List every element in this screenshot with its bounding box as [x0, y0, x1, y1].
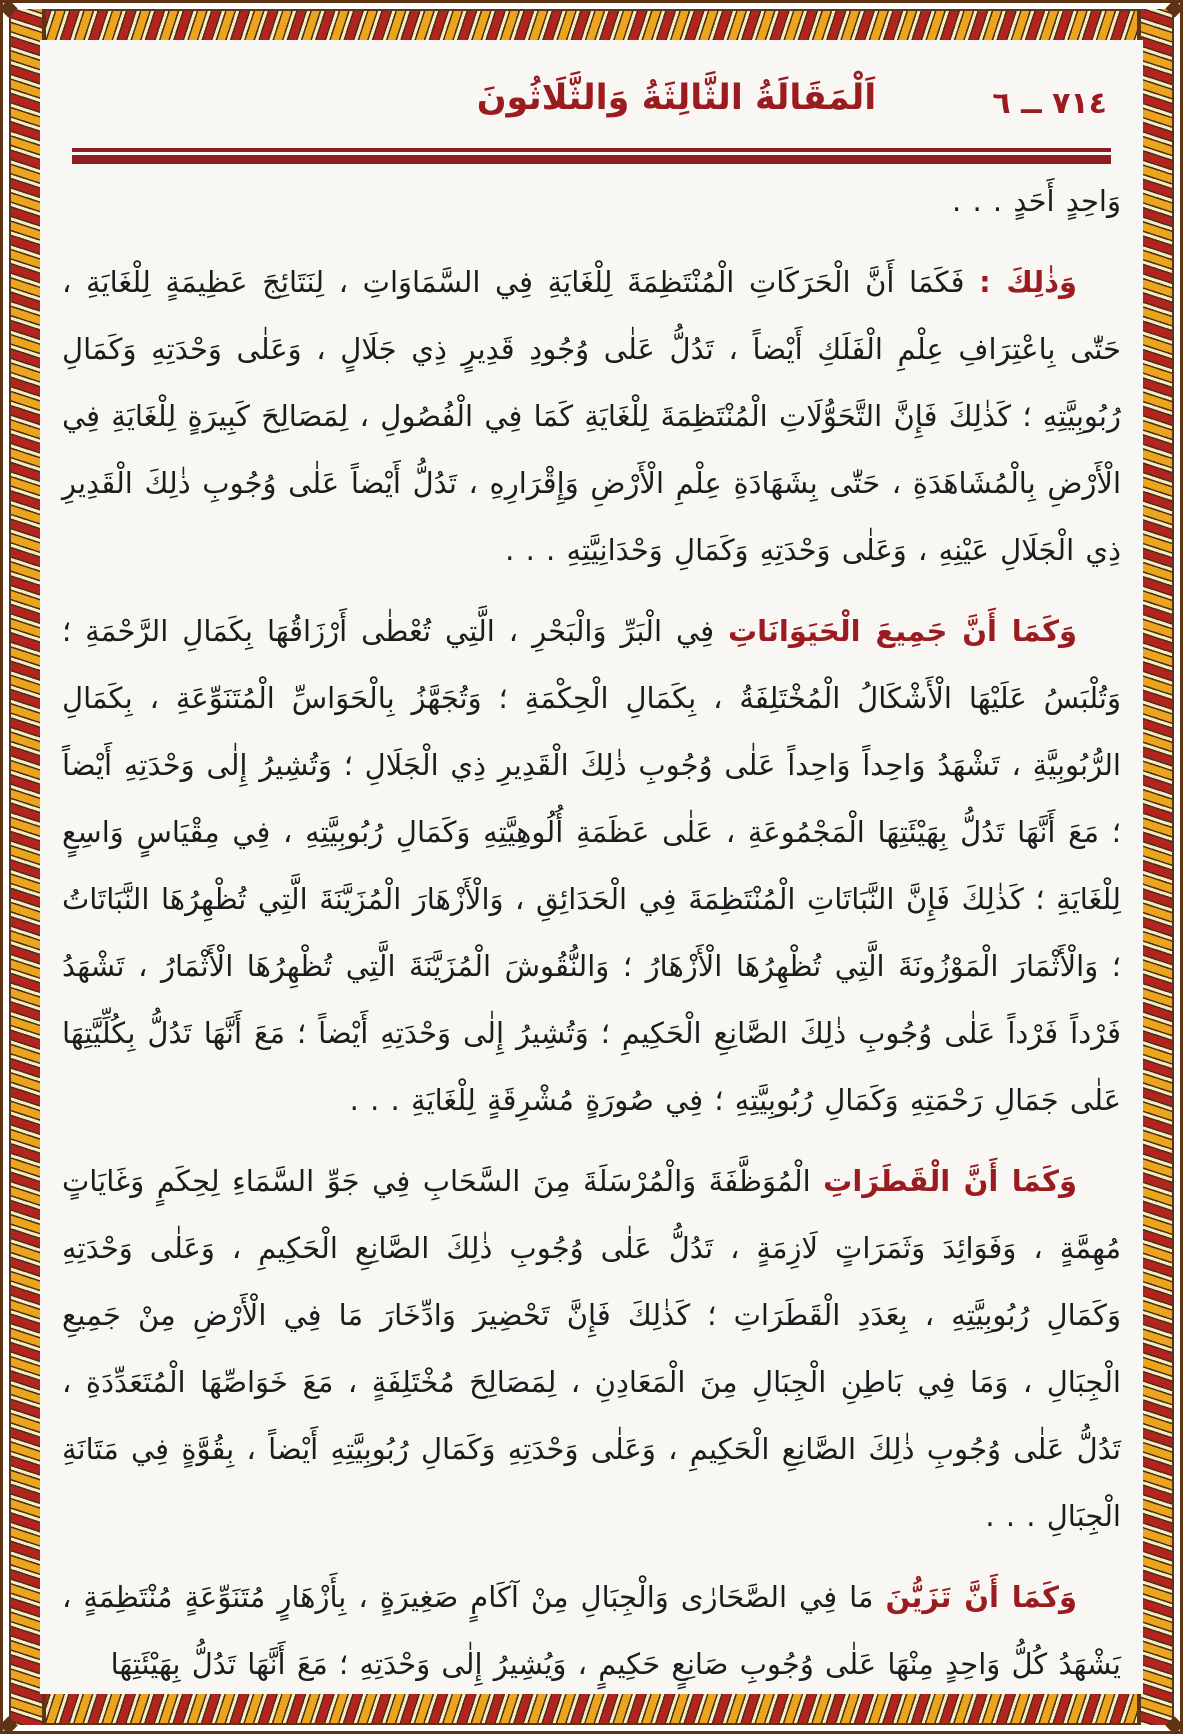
paragraph-lead-phrase: وَكَمَا أَنَّ الْقَطَرَاتِ: [823, 1164, 1077, 1198]
header-divider-thick-line: [72, 155, 1111, 164]
paragraph-lead-phrase: وَكَمَا أَنَّ تَزَيُّنَ: [885, 1580, 1077, 1614]
paragraph: [62, 168, 1121, 235]
paragraph-text: مَا فِي الصَّحَارٰى وَالْجِبَالِ مِنْ آكَامٍ صَغِيرَةٍ ، بِأَزْهَارٍ مُتَنَوِّعَةٍ مُنْتَظِمَةٍ ، يَشْهَدُ كُلُّ وَاحِدٍ مِنْهَا عَلٰى وُجُوبِ صَانِعٍ حَكِيمٍ ، وَيُشِيرُ إِلٰى وَحْدَتِهِ ؛ مَعَ أَنَّهَا تَدُلُّ بِهَيْئَتِهَا: [62, 1580, 1121, 1681]
paragraph: [62, 249, 1121, 584]
page-title: اَلْمَقَالَةُ الثَّالِثَةُ وَالثَّلَاثُونَ: [476, 78, 877, 118]
paragraph-text: وَاحِدٍ أَحَدٍ . . .: [952, 184, 1121, 218]
paragraph-lead-phrase: وَكَمَا أَنَّ جَمِيعَ الْحَيَوَانَاتِ: [728, 614, 1077, 648]
text-body: [62, 168, 1121, 1712]
paragraph-lead-phrase: وَذٰلِكَ :: [979, 265, 1078, 299]
paragraph: [62, 1564, 1121, 1698]
paragraph: [62, 598, 1121, 1134]
paragraph-text: فِي الْبَرِّ وَالْبَحْرِ ، الَّتِي تُعْطٰى أَرْزَاقُهَا بِكَمَالِ الرَّحْمَةِ ؛ وَتُلْبَسُ عَلَيْهَا الْأَشْكَالُ الْمُخْتَلِفَةُ ، بِكَمَالِ الْحِكْمَةِ ؛ وَتُجَهَّزُ بِالْحَوَاسِّ الْمُتَنَوِّعَةِ ، بِكَمَالِ الرُّبُوبِيَّةِ ، تَشْهَدُ وَاحِداً وَاحِداً عَلٰى وُجُوبِ ذٰلِكَ الْقَدِيرِ ذِي الْجَلَالِ ؛ وَتُشِيرُ إِلٰى وَحْدَتِهِ أَيْضاً ؛ مَعَ أَنَّهَا تَدُلُّ بِهَيْئَتِهَا الْمَجْمُوعَةِ ، عَلٰى عَظَمَةِ أُلُوهِيَّتِهِ وَكَمَالِ رُبُوبِيَّتِهِ ، فِي مِقْيَاسٍ وَاسِعٍ لِلْغَايَةِ ؛ كَذٰلِكَ فَإِنَّ النَّبَاتَاتِ الْمُنْتَظِمَةَ فِي الْحَدَائِقِ ، وَالْأَزْهَارَ الْمُزَيَّنَةَ الَّتِي تُظْهِرُهَا النَّبَاتَاتُ ؛ وَالْأَثْمَارَ الْمَوْزُونَةَ الَّتِي تُظْهِرُهَا الْأَزْهَارُ ؛ وَالنُّقُوشَ الْمُزَيَّنَةَ الَّتِي تُظْهِرُهَا الْأَثْمَارُ ، تَشْهَدُ فَرْداً فَرْداً عَلٰى وُجُوبِ ذٰلِكَ الصَّانِعِ الْحَكِيمِ ؛ وَتُشِيرُ إِلٰى وَحْدَتِهِ أَيْضاً ؛ مَعَ أَنَّهَا تَدُلُّ بِكُلِّيَّتِهَا عَلٰى جَمَالِ رَحْمَتِهِ وَكَمَالِ رُبُوبِيَّتِهِ ؛ فِي صُورَةٍ مُشْرِقَةٍ لِلْغَايَةِ . . .: [62, 614, 1121, 1117]
paragraph: [62, 1148, 1121, 1550]
header-divider-thin-line: [72, 148, 1111, 152]
header-divider: [72, 148, 1111, 164]
paragraph-text: فَكَمَا أَنَّ الْحَرَكَاتِ الْمُنْتَظِمَةَ لِلْغَايَةِ فِي السَّمَاوَاتِ ، لِنَتَائِجَ عَظِيمَةٍ لِلْغَايَةِ ، حَتّٰى بِاعْتِرَافِ عِلْمِ الْفَلَكِ أَيْضاً ، تَدُلُّ عَلٰى وُجُودِ قَدِيرٍ ذِي جَلَالٍ ، وَعَلٰى وَحْدَتِهِ وَكَمَالِ رُبُوبِيَّتِهِ ؛ كَذٰلِكَ فَإِنَّ التَّحَوُّلَاتِ الْمُنْتَظِمَةَ لِلْغَايَةِ كَمَا فِي الْفُصُولِ ، لِمَصَالِحَ كَبِيرَةٍ لِلْغَايَةِ فِي الْأَرْضِ بِالْمُشَاهَدَةِ ، حَتّٰى بِشَهَادَةِ عِلْمِ الْأَرْضِ وَإِقْرَارِهِ ، تَدُلُّ أَيْضاً عَلٰى وُجُوبِ ذٰلِكَ الْقَدِيرِ ذِي الْجَلَالِ عَيْنِهِ ، وَعَلٰى وَحْدَتِهِ وَكَمَالِ وَحْدَانِيَّتِهِ . . .: [62, 265, 1121, 567]
paragraph-text: الْمُوَظَّفَةَ وَالْمُرْسَلَةَ مِنَ السَّحَابِ فِي جَوِّ السَّمَاءِ لِحِكَمٍ وَغَايَاتٍ مُهِمَّةٍ ، وَفَوَائِدَ وَثَمَرَاتٍ لَازِمَةٍ ، تَدُلُّ عَلٰى وُجُوبِ ذٰلِكَ الصَّانِعِ الْحَكِيمِ ، وَعَلٰى وَحْدَتِهِ وَكَمَالِ رُبُوبِيَّتِهِ ، بِعَدَدِ الْقَطَرَاتِ ؛ كَذٰلِكَ فَإِنَّ تَحْضِيرَ وَادِّخَارَ مَا فِي الْأَرْضِ مِنْ جَمِيعِ الْجِبَالِ ، وَمَا فِي بَاطِنِ الْجِبَالِ مِنَ الْمَعَادِنِ ، لِمَصَالِحَ مُخْتَلِفَةٍ ، مَعَ خَوَاصِّهَا الْمُتَعَدِّدَةِ ، تَدُلُّ عَلٰى وُجُوبِ ذٰلِكَ الصَّانِعِ الْحَكِيمِ ، وَعَلٰى وَحْدَتِهِ وَكَمَالِ رُبُوبِيَّتِهِ أَيْضاً ، بِقُوَّةٍ فِي مَتَانَةِ الْجِبَالِ . . .: [62, 1164, 1121, 1533]
page-number: ٧١٤ ــ ٦: [992, 86, 1107, 121]
